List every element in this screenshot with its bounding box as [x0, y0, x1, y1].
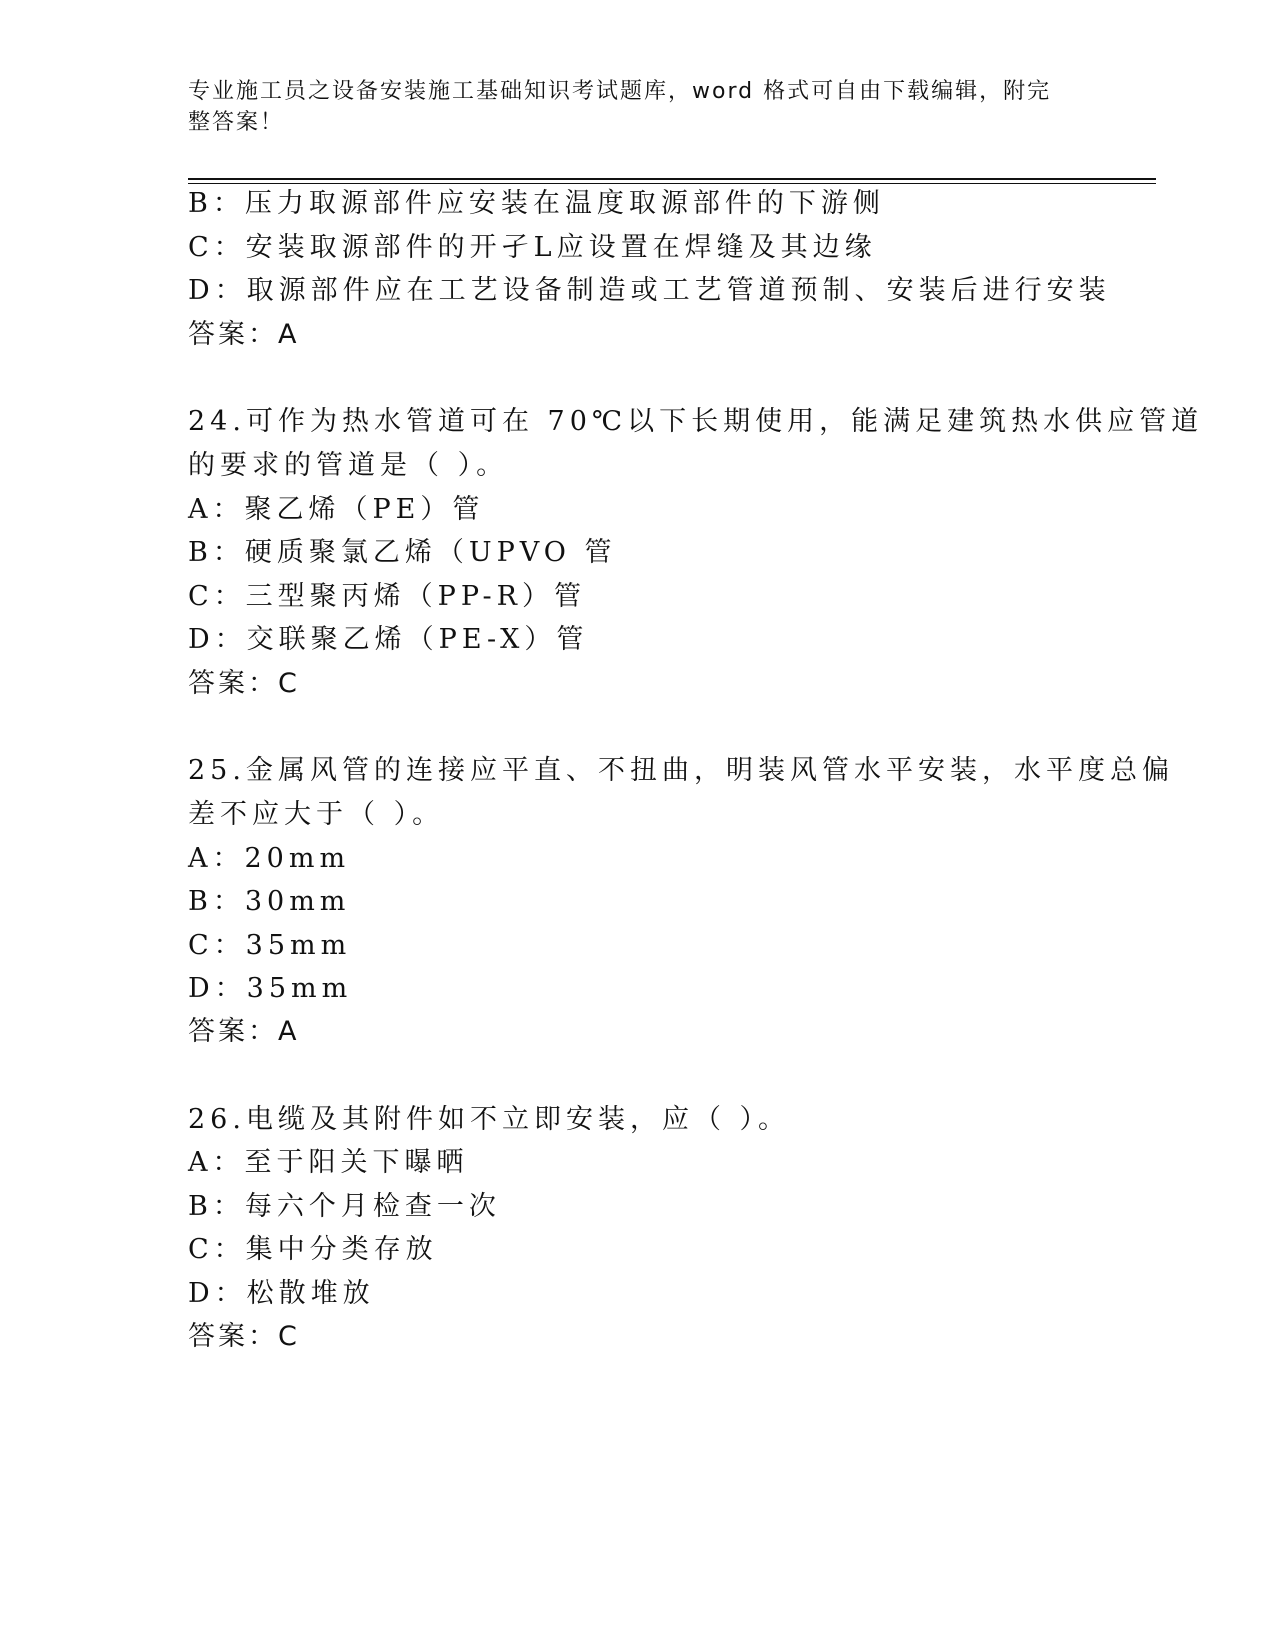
q25-option-b: B：30mm	[188, 886, 351, 917]
q26-stem-line-1: 26.电缆及其附件如不立即安装，应（ ）。	[188, 1104, 791, 1135]
document-header	[188, 76, 1068, 138]
q24-stem-line-1: 24.可作为热水管道可在 70℃以下长期使用，能满足建筑热水供应管道	[188, 406, 1204, 437]
prev-option-d: D：取源部件应在工艺设备制造或工艺管道预制、安装后进行安装	[188, 275, 1111, 306]
q24-option-c: C：三型聚丙烯（PP-R）管	[188, 581, 586, 612]
header-divider-thick	[188, 178, 1156, 180]
q25-option-c: C：35mm	[188, 930, 352, 961]
q26-option-b: B：每六个月检查一次	[188, 1191, 501, 1222]
q24-answer: 答案：C	[188, 668, 300, 699]
q26-option-a: A：至于阳关下曝晒	[188, 1147, 469, 1178]
q26-option-d: D：松散堆放	[188, 1278, 375, 1309]
prev-answer: 答案：A	[188, 319, 300, 350]
q25-stem-line-2: 差不应大于（ ）。	[188, 799, 445, 830]
q24-option-a: A：聚乙烯（PE）管	[188, 494, 485, 525]
q26-answer: 答案：C	[188, 1321, 300, 1352]
q24-stem-line-2: 的要求的管道是（ ）。	[188, 450, 509, 481]
header-line-2: 整答案！	[188, 110, 285, 135]
header-line-1: 专业施工员之设备安装施工基础知识考试题库，word 格式可自由下载编辑，附完	[188, 79, 1052, 104]
prev-option-b: B：压力取源部件应安装在温度取源部件的下游侧	[188, 188, 885, 219]
q26-option-c: C：集中分类存放	[188, 1234, 438, 1265]
q25-stem-line-1: 25.金属风管的连接应平直、不扭曲，明装风管水平安装，水平度总偏	[188, 755, 1174, 786]
q24-option-b: B：硬质聚氯乙烯（UPVO 管	[188, 537, 617, 568]
q24-option-d: D：交联聚乙烯（PE-X）管	[188, 624, 589, 655]
q25-option-a: A：20mm	[188, 843, 351, 874]
prev-option-c: C：安装取源部件的开孑L应设置在焊缝及其边缘	[188, 232, 877, 263]
q25-answer: 答案：A	[188, 1016, 300, 1047]
header-divider-thin	[188, 183, 1156, 184]
q25-option-d: D：35mm	[188, 973, 353, 1004]
